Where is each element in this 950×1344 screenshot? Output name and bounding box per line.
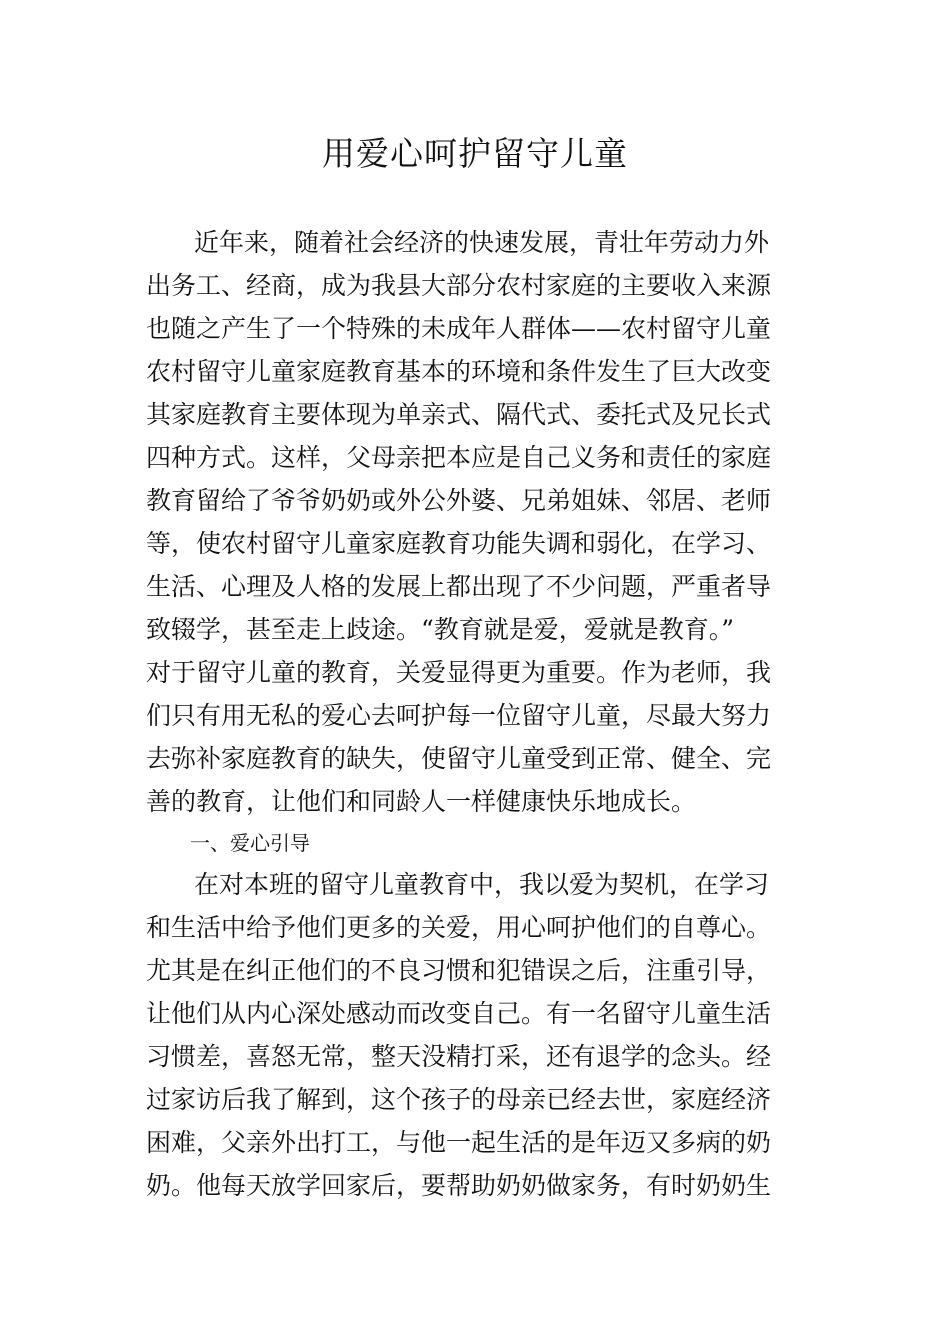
paragraph-line: 致辍学，甚至走上歧途。“教育就是爱，爱就是教育。”: [146, 615, 735, 644]
paragraph-line: 对于留守儿童的教育，关爱显得更为重要。作为老师，我: [146, 658, 772, 687]
paragraph-line: 尤其是在纠正他们的不良习惯和犯错误之后，注重引导，: [146, 956, 772, 985]
paragraph-line: 也随之产生了一个特殊的未成年人群体——农村留守儿童: [146, 314, 772, 343]
paragraph-line: 让他们从内心深处感动而改变自己。有一名留守儿童生活: [146, 999, 772, 1028]
document-body: [146, 221, 806, 1207]
paragraph-line: 们只有用无私的爱心去呵护每一位留守儿童，尽最大努力: [146, 701, 772, 730]
paragraph-line: 在对本班的留守儿童教育中，我以爱为契机，在学习: [194, 870, 770, 899]
paragraph-line: 过家访后我了解到，这个孩子的母亲已经去世，家庭经济: [146, 1085, 772, 1114]
paragraph-line: 等，使农村留守儿童家庭教育功能失调和弱化，在学习、: [146, 529, 772, 558]
paragraph-line: 和生活中给予他们更多的关爱，用心呵护他们的自尊心。: [146, 913, 772, 942]
paragraph-line: 农村留守儿童家庭教育基本的环境和条件发生了巨大改变: [146, 357, 772, 386]
paragraph-line: 善的教育，让他们和同龄人一样健康快乐地成长。: [146, 787, 697, 816]
paragraph-line: 近年来，随着社会经济的快速发展，青壮年劳动力外: [194, 228, 770, 257]
paragraph-line: 教育留给了爷爷奶奶或外公外婆、兄弟姐妹、邻居、老师: [146, 486, 772, 515]
paragraph-line: 四种方式。这样，父母亲把本应是自己义务和责任的家庭: [146, 443, 772, 472]
document-title: 用爱心呵护留守儿童: [322, 134, 628, 173]
paragraph-line: 奶。他每天放学回家后，要帮助奶奶做家务，有时奶奶生: [146, 1171, 772, 1200]
paragraph-line: 生活、心理及人格的发展上都出现了不少问题，严重者导: [146, 572, 772, 601]
paragraph-line: 困难，父亲外出打工，与他一起生活的是年迈又多病的奶: [146, 1128, 772, 1157]
paragraph-line: 习惯差，喜怒无常，整天没精打采，还有退学的念头。经: [146, 1042, 772, 1071]
paragraph-line: 去弥补家庭教育的缺失，使留守儿童受到正常、健全、完: [146, 744, 772, 773]
section-heading: 一、爱心引导: [190, 831, 310, 855]
paragraph-line: 其家庭教育主要体现为单亲式、隔代式、委托式及兄长式: [146, 400, 772, 429]
paragraph-line: 出务工、经商，成为我县大部分农村家庭的主要收入来源: [146, 271, 772, 300]
